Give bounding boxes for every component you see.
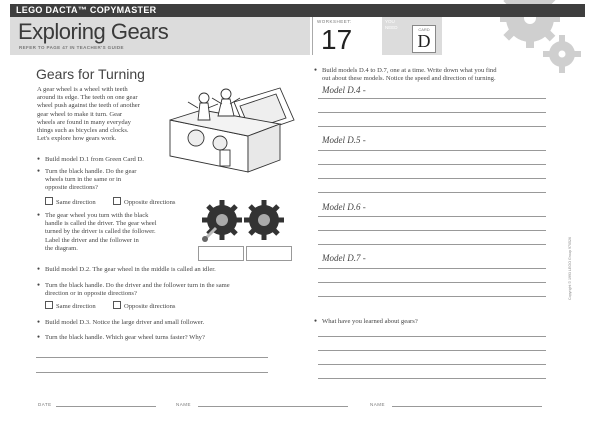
need-label: NEED xyxy=(385,25,398,30)
model-d6-heading: Model D.6 - xyxy=(322,202,366,212)
you-need-box xyxy=(382,17,442,55)
answer-line[interactable] xyxy=(318,244,546,245)
final-question: ● What have you learned about gears? xyxy=(322,318,418,326)
step-2: ● Turn the black handle. Do the gear wheels turn in the same or in opposite directions? xyxy=(45,168,185,193)
top-bar xyxy=(10,4,585,17)
brand-label: LEGO DACTA™ COPYMASTER xyxy=(16,5,157,15)
opposite-directions-checkbox-2[interactable] xyxy=(113,301,121,309)
name-line-1[interactable] xyxy=(198,406,348,407)
step-4: ● Build model D.2. The gear wheel in the middle is called an idler. xyxy=(45,266,216,274)
copyright-note: Copyright © 1993 LEGO Group 970526 xyxy=(568,237,572,300)
title-box xyxy=(10,17,310,55)
answer-line[interactable] xyxy=(318,230,546,231)
card-letter: D xyxy=(417,31,431,51)
answer-line[interactable] xyxy=(318,364,546,365)
model-d4-heading: Model D.4 - xyxy=(322,85,366,95)
follower-label-box[interactable] xyxy=(246,246,292,261)
card-label: CARD xyxy=(418,27,430,32)
answer-line[interactable] xyxy=(318,296,546,297)
answer-line[interactable] xyxy=(318,150,546,151)
same-direction-checkbox-2[interactable] xyxy=(45,301,53,309)
name-label-1: NAME xyxy=(176,402,192,407)
answer-line[interactable] xyxy=(318,178,546,179)
you-label: YOU xyxy=(385,19,395,24)
worksheet-box xyxy=(312,17,381,55)
step-7: ● Turn the black handle. Which gear wheel turns faster? Why? xyxy=(45,334,205,342)
opposite-directions-option-2[interactable]: Opposite directions xyxy=(113,301,175,310)
answer-line[interactable] xyxy=(318,98,546,99)
model-d7-heading: Model D.7 - xyxy=(322,253,366,263)
opposite-directions-checkbox[interactable] xyxy=(113,197,121,205)
answer-line[interactable] xyxy=(318,350,546,351)
same-direction-option-2[interactable]: Same direction xyxy=(45,301,96,310)
driver-label-box[interactable] xyxy=(198,246,244,261)
driver-follower-diagram xyxy=(198,198,290,244)
worksheet-number: 17 xyxy=(321,24,353,55)
answer-line[interactable] xyxy=(318,336,546,337)
page-title: Exploring Gears xyxy=(18,19,169,44)
answer-line[interactable] xyxy=(318,216,546,217)
section-title: Gears for Turning xyxy=(36,66,145,82)
name-line-2[interactable] xyxy=(392,406,542,407)
answer-line[interactable] xyxy=(318,112,546,113)
answer-line[interactable] xyxy=(318,378,546,379)
date-label: DATE xyxy=(38,402,52,407)
step-3: ● The gear wheel you turn with the black handle is called the driver. The gear wheel turned by the driver is called the follower. Label the driver and the follower in the diagram. xyxy=(45,212,195,253)
answer-line[interactable] xyxy=(318,126,546,127)
step-1: ● Build model D.1 from Green Card D. xyxy=(45,156,144,164)
right-intro: ● Build models D.4 to D.7, one at a time. Write down what you find out about these models. Notice the speed and direction of turning. xyxy=(322,67,562,83)
answer-line[interactable] xyxy=(318,268,546,269)
step-5: ● Turn the black handle. Do the driver and the follower turn in the same direction or in opposite directions? xyxy=(45,282,275,298)
answer-line[interactable] xyxy=(318,282,546,283)
name-label-2: NAME xyxy=(370,402,386,407)
worksheet-label: WORKSHEET: xyxy=(317,19,352,24)
answer-line[interactable] xyxy=(318,164,546,165)
opposite-directions-option[interactable]: Opposite directions xyxy=(113,197,175,206)
same-direction-option[interactable]: Same direction xyxy=(45,197,96,206)
intro-paragraph: A gear wheel is a wheel with teeth around its edge. The teeth on one gear wheel push against the teeth of another gear wheel to make it turn. Gear wheels are found in many everyday things such as bicycles and clocks. Let's explore how gears work. xyxy=(37,86,140,143)
step-6: ● Build model D.3. Notice the large driver and small follower. xyxy=(45,319,204,327)
page-subtitle: REFER TO PAGE 47 IN TEACHER'S GUIDE xyxy=(19,45,124,50)
same-direction-checkbox[interactable] xyxy=(45,197,53,205)
model-d5-heading: Model D.5 - xyxy=(322,135,366,145)
answer-line[interactable] xyxy=(318,192,546,193)
date-line[interactable] xyxy=(56,406,156,407)
card-box xyxy=(412,25,436,53)
answer-line[interactable] xyxy=(36,372,268,373)
answer-line[interactable] xyxy=(36,357,268,358)
